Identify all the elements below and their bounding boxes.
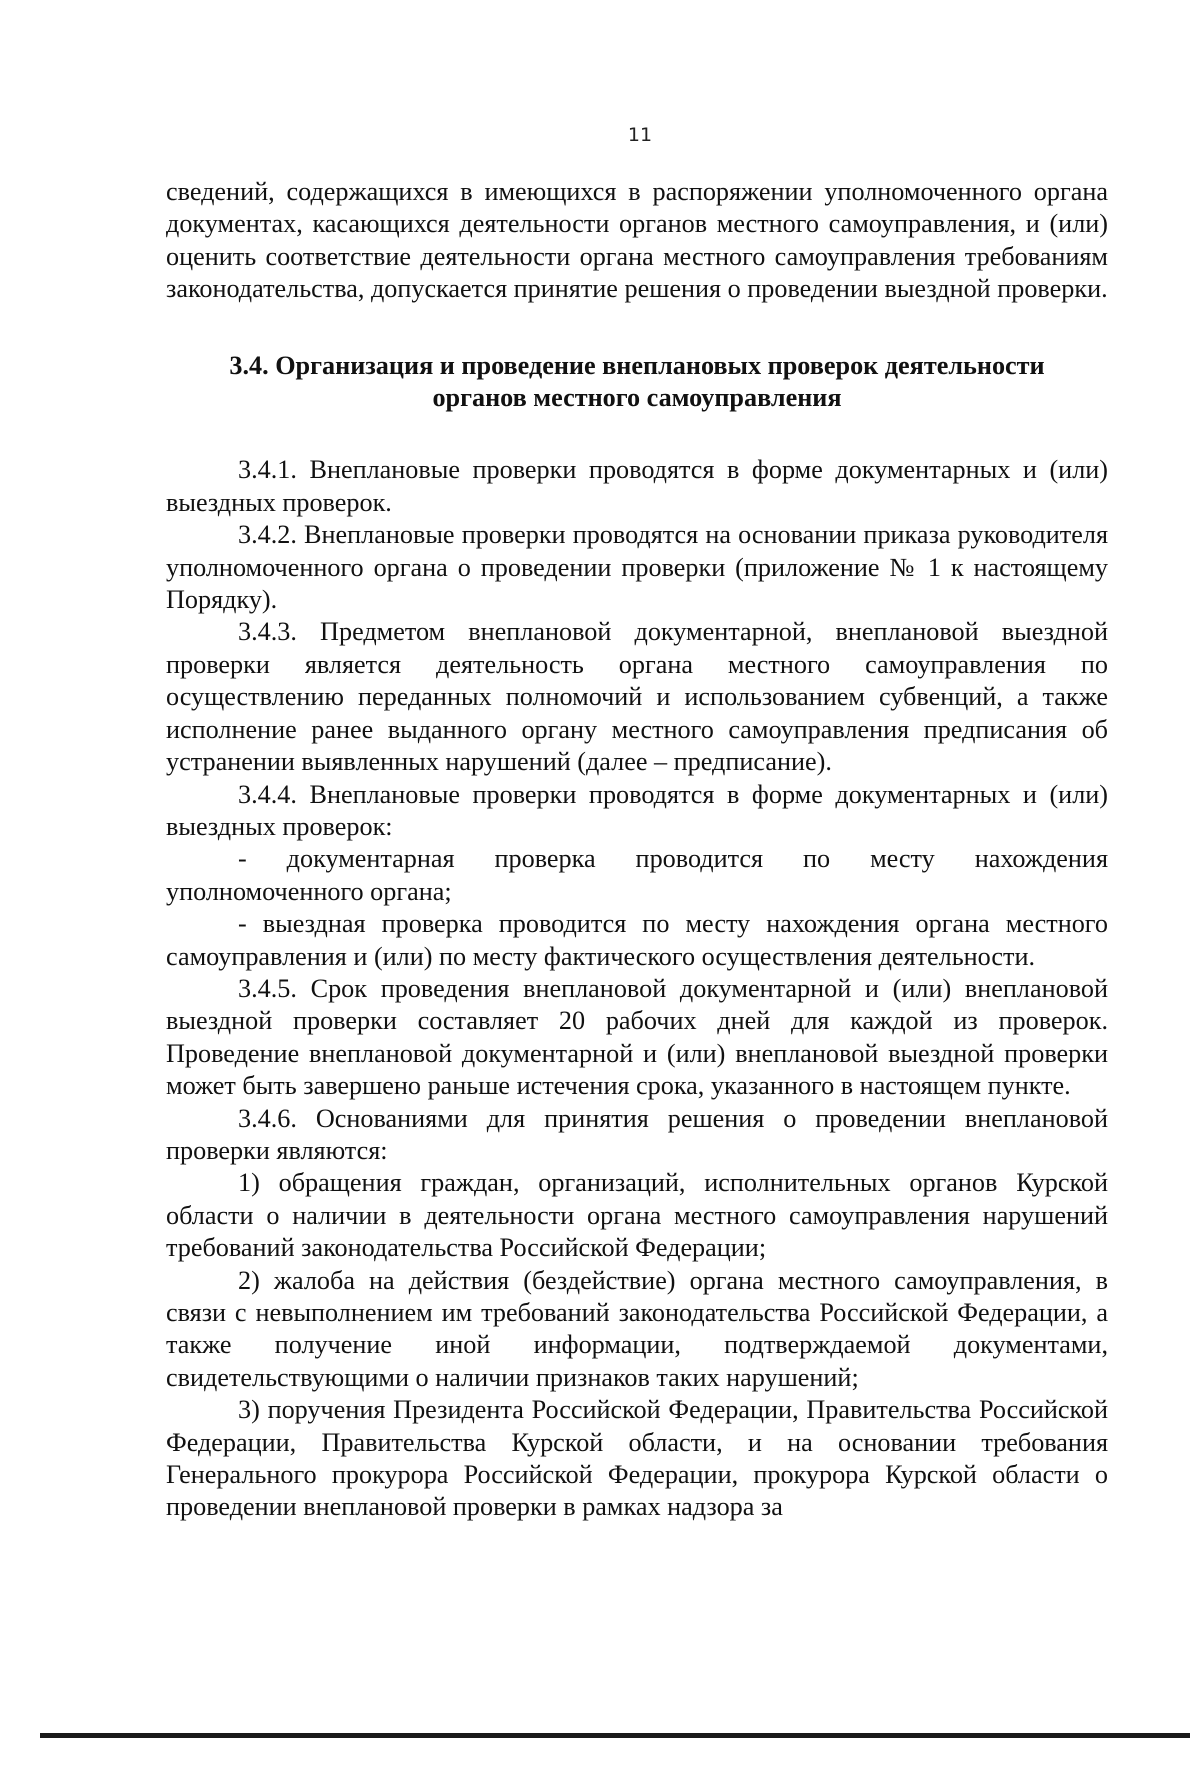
list-item-3: 3) поручения Президента Российской Федерации, Правительства Российской Федерации, Правительства Курской области, и на основании требования Генерального прокурора Российской Федерации, прокурора Курской области о проведении внеплановой проверки в рамках надзора за (166, 1395, 1108, 1522)
section-heading-line-2: органов местного самоуправления (432, 383, 842, 413)
paragraph-3-4-6: 3.4.6. Основаниями для принятия решения о проведении внеплановой проверки являются: (166, 1103, 1108, 1165)
paragraph-3-4-2: 3.4.2. Внеплановые проверки проводятся на основании приказа руководителя уполномоченного органа о проведении проверки (приложение № 1 к настоящему Порядку). (166, 520, 1108, 615)
bottom-rule (40, 1733, 1190, 1738)
paragraph-3-4-5: 3.4.5. Срок проведения внеплановой документарной и (или) внеплановой выездной проверки составляет 20 рабочих дней для каждой из проверок. Проведение внеплановой документарной и (или) внеплановой выездной проверки может быть завершено раньше истечения срока, указанного в настоящем пункте. (166, 973, 1108, 1101)
paragraph-3-4-4: 3.4.4. Внеплановые проверки проводятся в форме документарных и (или) выездных проверок: (166, 779, 1108, 841)
section-heading-line-1: 3.4. Организация и проведение внеплановых проверок деятельности (229, 350, 1045, 380)
list-item-2: 2) жалоба на действия (бездействие) органа местного самоуправления, в связи с невыполнением им требований законодательства Российской Федерации, а также получение иной информации, подтверждаемой документами, свидетельствующими о наличии признаков таких нарушений; (166, 1265, 1108, 1392)
list-item-onsite: - выездная проверка проводится по месту нахождения органа местного самоуправления и (или) по месту фактического осуществления деятельности. (166, 909, 1108, 971)
section-heading (166, 350, 1108, 415)
page-number: 11 (627, 124, 653, 146)
list-item-documentary: - документарная проверка проводится по месту нахождения уполномоченного органа; (166, 844, 1108, 906)
paragraph-3-4-1: 3.4.1. Внеплановые проверки проводятся в форме документарных и (или) выездных проверок. (166, 455, 1108, 517)
continuation-paragraph: сведений, содержащихся в имеющихся в распоряжении уполномоченного органа документах, касающихся деятельности органов местного самоуправления, и (или) оценить соответствие деятельности органа местного самоуправления требованиям законодательства, допускается принятие решения о проведении выездной проверки. (166, 177, 1108, 304)
list-item-1: 1) обращения граждан, организаций, исполнительных органов Курской области о наличии в деятельности органа местного самоуправления нарушений требований законодательства Российской Федерации; (166, 1168, 1108, 1263)
document-body (166, 176, 1108, 1524)
paragraph-3-4-3: 3.4.3. Предметом внеплановой документарной, внеплановой выездной проверки является деятельность органа местного самоуправления по осуществлению переданных полномочий и использованием субвенций, а также исполнение ранее выданного органу местного самоуправления предписания об устранении выявленных нарушений (далее – предписание). (166, 617, 1108, 777)
